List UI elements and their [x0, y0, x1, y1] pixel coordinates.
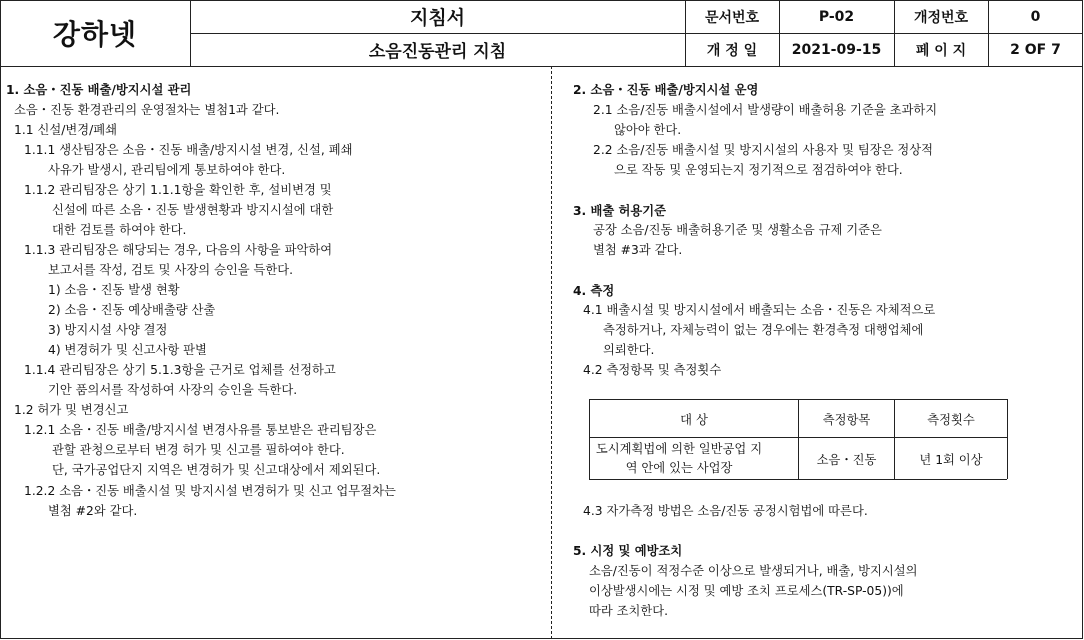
table-cell: 년 1회 이상 [919, 452, 983, 467]
text-line: 으로 작동 및 운영되는지 정기적으로 점검하여야 한다. [614, 163, 903, 177]
date-value: 2021-09-15 [791, 41, 882, 58]
date-label: 개 정 일 [706, 42, 758, 59]
doc-title: 소음진동관리 지침 [368, 42, 507, 62]
page-value: 2 OF 7 [1010, 41, 1061, 58]
text-line: 이상발생시에는 시정 및 예방 조치 프로세스(TR-SP-05))에 [589, 584, 904, 598]
rev-label: 개정번호 [913, 9, 969, 26]
list-item: 4) 변경허가 및 신고사항 판별 [48, 343, 207, 357]
text-line: 1.1.4 관리팀장은 상기 5.1.3항을 근거로 업체를 선정하고 [24, 363, 336, 377]
text-line: 신설에 따른 소음・진동 발생현황과 방지시설에 대한 [52, 203, 334, 217]
section-5-heading: 5. 시정 및 예방조치 [573, 544, 683, 558]
doc-type: 지침서 [409, 7, 466, 29]
text-line: 별첨 #2와 같다. [48, 504, 138, 518]
table-border [1007, 399, 1008, 479]
table-header: 측정횟수 [927, 412, 975, 427]
text-line: 공장 소음/진동 배출허용기준 및 생활소음 규제 기준은 [593, 223, 882, 237]
header-bottom-border [0, 66, 1083, 67]
table-header: 대 상 [680, 412, 708, 427]
text-line: 4.3 자가측정 방법은 소음/진동 공정시험법에 따른다. [583, 504, 868, 518]
text-line: 별첨 #3과 같다. [593, 243, 683, 257]
text-line: 1.1.2 관리팀장은 상기 1.1.1항을 확인한 후, 설비변경 및 [24, 183, 332, 197]
text-line: 1.2.1 소음・진동 배출/방지시설 변경사유를 통보받은 관리팀장은 [24, 423, 377, 437]
subsection-heading: 1.2 허가 및 변경신고 [14, 403, 129, 417]
company-logo: 강하넷 [52, 18, 138, 51]
text-line: 2.2 소음/진동 배출시설 및 방지시설의 사용자 및 팀장은 정상적 [593, 143, 934, 157]
section-3-heading: 3. 배출 허용기준 [573, 204, 667, 218]
subsection-heading: 1.1 신설/변경/폐쇄 [14, 123, 118, 137]
section-4-heading: 4. 측정 [573, 284, 615, 298]
text-line: 않아야 한다. [614, 123, 682, 137]
table-cell: 소음・진동 [816, 452, 877, 467]
text-line: 1.2.2 소음・진동 배출시설 및 방지시설 변경허가 및 신고 업무절차는 [24, 484, 396, 498]
list-item: 1) 소음・진동 발생 현황 [48, 283, 180, 297]
text-line: 기안 품의서를 작성하여 사장의 승인을 득한다. [48, 383, 298, 397]
section-2-heading: 2. 소음・진동 배출/방지시설 운영 [573, 83, 759, 97]
doc-no-value: P-02 [818, 8, 855, 25]
list-item: 2) 소음・진동 예상배출량 산출 [48, 303, 216, 317]
text-line: 4.1 배출시설 및 방지시설에서 배출되는 소음・진동은 자체적으로 [583, 303, 936, 317]
text-line: 1.1.3 관리팀장은 해당되는 경우, 다음의 사항을 파악하여 [24, 243, 333, 257]
text-line: 2.1 소음/진동 배출시설에서 발생량이 배출허용 기준을 초과하지 [593, 103, 938, 117]
text-line: 소음/진동이 적정수준 이상으로 발생되거나, 배출, 방지시설의 [589, 564, 918, 578]
doc-no-label: 문서번호 [704, 9, 760, 26]
text-line: 의뢰한다. [603, 343, 655, 357]
page-label: 페 이 지 [915, 42, 967, 59]
text-line: 1.1.1 생산팀장은 소음・진동 배출/방지시설 변경, 신설, 폐쇄 [24, 143, 353, 157]
text-line: 소음・진동 환경관리의 운영절차는 별첨1과 같다. [14, 103, 280, 117]
text-line: 4.2 측정항목 및 측정횟수 [583, 363, 722, 377]
rev-value: 0 [1030, 8, 1041, 25]
table-cell: 도시계획법에 의한 일반공업 지역 안에 있는 사업장 [595, 441, 763, 475]
text-line: 관할 관청으로부터 변경 허가 및 신고를 필하여야 한다. [52, 443, 345, 457]
text-line: 대한 검토를 하여야 한다. [52, 223, 187, 237]
section-1-heading: 1. 소음・진동 배출/방지시설 관리 [6, 83, 192, 97]
text-line: 보고서를 작성, 검토 및 사장의 승인을 득한다. [48, 263, 294, 277]
text-line: 측정하거나, 자체능력이 없는 경우에는 환경측정 대행업체에 [603, 323, 924, 337]
table-header: 측정항목 [822, 412, 871, 427]
table-border [589, 479, 1007, 480]
text-line: 사유가 발생시, 관리팀에게 통보하여야 한다. [48, 163, 286, 177]
text-line: 따라 조치한다. [589, 604, 669, 618]
column-divider [551, 66, 552, 639]
text-line: 단, 국가공업단지 지역은 변경허가 및 신고대상에서 제외된다. [52, 463, 381, 477]
list-item: 3) 방지시설 사양 결정 [48, 323, 168, 337]
